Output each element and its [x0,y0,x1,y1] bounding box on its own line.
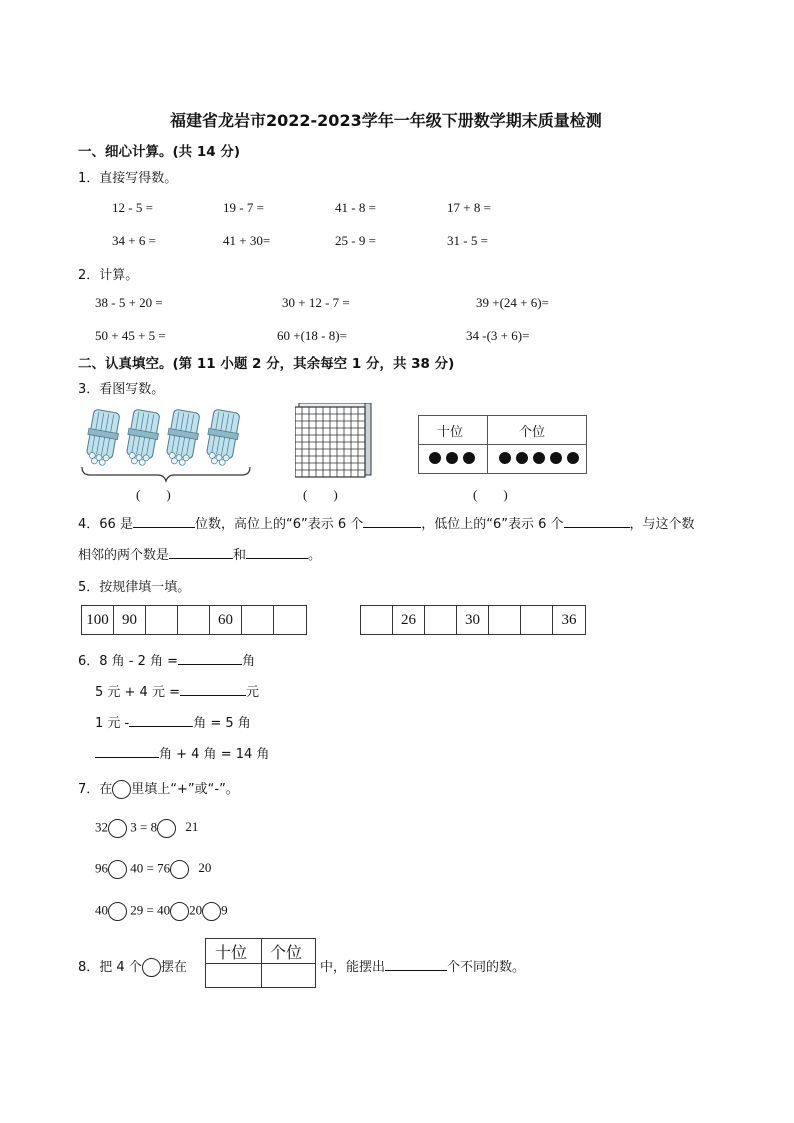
page-title: 福建省龙岩市2022-2023学年一年级下册数学期末质量检测 [170,111,602,130]
q8-line-b: 中，能摆出 个不同的数。 [320,956,525,975]
seq-cell-blank[interactable] [274,606,306,634]
q6-blank-4[interactable] [95,743,159,758]
q8-line-a: 8．把 4 个 摆在 [78,960,187,975]
seq-cell: 30 [457,606,489,634]
seq-cell-blank[interactable] [489,606,521,634]
q4-line-2: 相邻的两个数是 和 。 [78,544,321,563]
operator-circle[interactable] [170,902,189,921]
operator-circle[interactable] [170,860,189,879]
q1-label: 1．直接写得数。 [78,171,178,186]
seq-cell: 26 [393,606,425,634]
q2-expr: 34 -(3 + 6)= [466,328,530,343]
seq-cell-blank[interactable] [146,606,178,634]
section-2-heading: 二、认真填空。(第 11 小题 2 分，其余每空 1 分，共 38 分) [78,356,455,372]
seq-cell: 36 [561,611,577,628]
q6-blank-1[interactable] [178,650,242,665]
q8-tens-header: 十位 [215,945,248,962]
q8-place-value-table [205,938,316,988]
q6-blank-3[interactable] [129,712,193,727]
q8-ones-header: 个位 [270,945,303,962]
q2-expr: 38 - 5 + 20 = [95,295,163,310]
q2-expr: 39 +(24 + 6)= [476,295,549,310]
tens-header: 十位 [437,425,464,440]
q1-expr: 41 + 30= [223,233,271,248]
tens-beads [429,452,475,464]
sequence-row-1 [81,605,307,635]
circle-icon [112,780,131,799]
q6-line-2: 5 元 + 4 元 = 元 [95,681,259,700]
q3-answer-paren-2[interactable]: ( ) [303,487,338,502]
operator-circle[interactable] [108,860,127,879]
section-1-heading: 一、细心计算。(共 14 分) [78,144,241,160]
q7-row-2: 96 40 = 76 20 [95,860,211,879]
q7-row-1: 32 3 = 8 21 [95,819,198,838]
ones-header: 个位 [519,425,546,440]
hundred-block-image [295,403,375,479]
q2-label: 2．计算。 [78,268,139,283]
q1-expr: 12 - 5 = [112,200,153,215]
seq-cell-blank[interactable] [521,606,553,634]
q4-line-1: 4．66 是 位数，高位上的“6”表示 6 个 ，低位上的“6”表示 6 个 ，与这个数 [78,513,695,532]
q6-line-1: 6．8 角 - 2 角 = 角 [78,650,255,669]
circle-icon [142,958,161,977]
q5-label: 5．按规律填一填。 [78,580,191,595]
seq-cell-blank[interactable] [361,606,393,634]
q1-expr: 19 - 7 = [223,200,264,215]
operator-circle[interactable] [108,902,127,921]
q3-label: 3．看图写数。 [78,382,165,397]
ones-beads [499,452,579,464]
q2-expr: 60 +(18 - 8)= [277,328,347,343]
q1-expr: 25 - 9 = [335,233,376,248]
q1-expr: 41 - 8 = [335,200,376,215]
operator-circle[interactable] [202,902,221,921]
q1-expr: 17 + 8 = [447,200,491,215]
q7-row-3: 40 29 = 40 20 9 [95,902,228,921]
seq-cell: 60 [210,606,242,634]
q6-line-4: 角 + 4 角 = 14 角 [95,743,269,762]
q3-answer-paren-1[interactable]: ( ) [136,487,171,502]
q2-expr: 50 + 45 + 5 = [95,328,166,343]
seq-cell: 100 [82,606,114,634]
sequence-row-2 [360,605,586,635]
seq-cell: 90 [114,606,146,634]
stick-bundles-image [80,405,252,483]
q1-expr: 34 + 6 = [112,233,156,248]
place-value-chart [418,415,587,474]
seq-cell-blank[interactable] [425,606,457,634]
q2-expr: 30 + 12 - 7 = [282,295,350,310]
q4-blank-5[interactable] [246,544,308,559]
operator-circle[interactable] [108,819,127,838]
q6-blank-2[interactable] [180,681,246,696]
q4-blank-1[interactable] [133,513,195,528]
q8-blank[interactable] [385,956,447,971]
q4-blank-3[interactable] [564,513,630,528]
seq-cell-blank[interactable] [178,606,210,634]
seq-cell-blank[interactable] [242,606,274,634]
q7-label: 7．在 里填上“+”或“-”。 [78,782,239,797]
q4-blank-4[interactable] [169,544,233,559]
q4-blank-2[interactable] [363,513,421,528]
operator-circle[interactable] [157,819,176,838]
q1-expr: 31 - 5 = [447,233,488,248]
q6-line-3: 1 元 - 角 = 5 角 [95,712,251,731]
q3-answer-paren-3[interactable]: ( ) [473,487,508,502]
